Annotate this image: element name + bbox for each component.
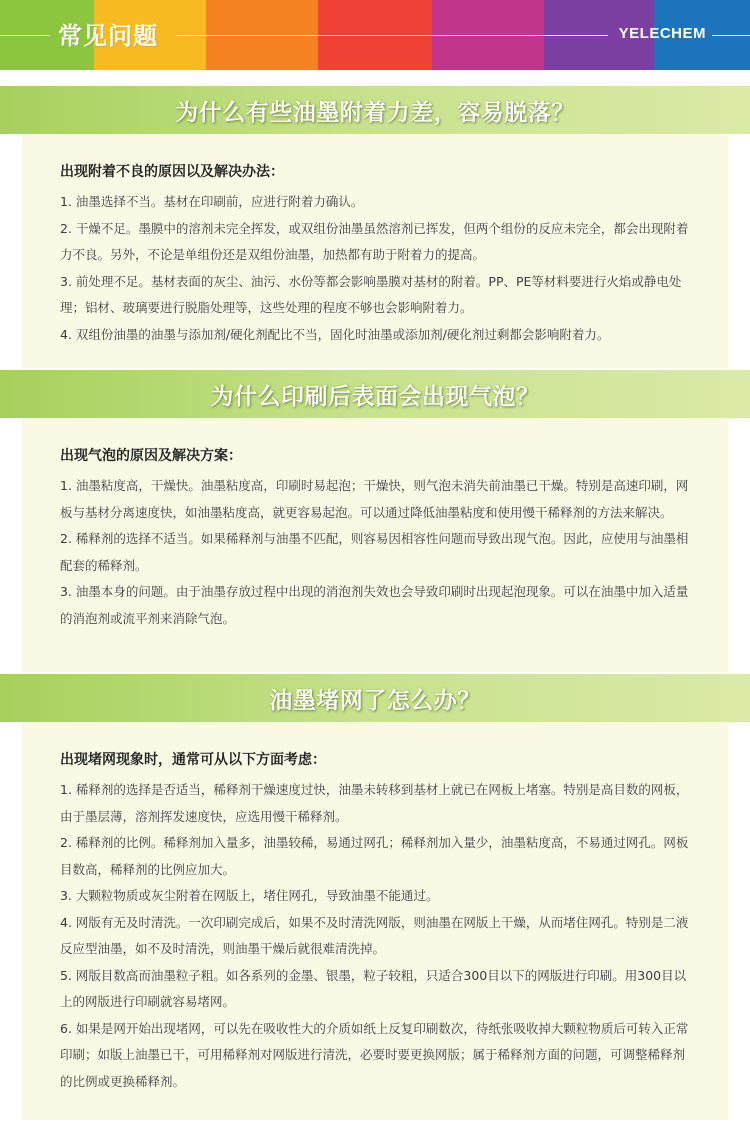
list-item: 2. 稀释剂的比例。稀释剂加入量多，油墨较稀，易通过网孔；稀释剂加入量少，油墨粘度高，不易通过网孔。网板目数高，稀释剂的比例应加大。	[60, 835, 689, 877]
header-divider-right	[712, 35, 750, 36]
header-divider-left	[0, 35, 50, 36]
brand-logo-text: YELECHEM	[618, 25, 706, 42]
section-content-clogging	[22, 722, 728, 1120]
content-heading: 出现附着不良的原因以及解决办法：	[60, 164, 284, 180]
list-item: 3. 油墨本身的问题。由于油墨存放过程中出现的消泡剂失效也会导致印刷时出现起泡现象。可以在油墨中加入适量的消泡剂或流平剂来消除气泡。	[60, 584, 689, 626]
list-item: 4. 双组份油墨的油墨与添加剂/硬化剂配比不当，固化时油墨或添加剂/硬化剂过剩都会影响附着力。	[60, 326, 610, 342]
list-item: 1. 油墨选择不当。基材在印刷前，应进行附着力确认。	[60, 194, 364, 209]
section-banner-bubbles	[0, 370, 750, 418]
section-content-adhesion	[22, 134, 728, 368]
list-item: 2. 稀释剂的选择不适当。如果稀释剂与油墨不匹配，则容易因相容性问题而导致出现气泡。因此，应使用与油墨相配套的稀释剂。	[60, 531, 689, 573]
list-item: 4. 网版有无及时清洗。一次印刷完成后，如果不及时清洗网版，则油墨在网版上干燥，从而堵住网孔。特别是二液反应型油墨，如不及时清洗，则油墨干燥后就很难清洗掉。	[60, 914, 689, 956]
header-divider-center	[176, 35, 608, 36]
section-banner-adhesion	[0, 86, 750, 134]
list-item: 6. 如果是网开始出现堵网，可以先在吸收性大的介质如纸上反复印刷数次，待纸张吸收掉大颗粒物质后可转入正常印刷；如版上油墨已干，可用稀释剂对网版进行清洗，必要时要更换网版；属于稀释剂方面的问题，可调整稀释剂的比例或更换稀释剂。	[60, 1020, 689, 1089]
page-title: 常见问题	[58, 22, 158, 50]
section-title: 为什么印刷后表面会出现气泡？	[210, 383, 540, 410]
section-content-bubbles	[22, 418, 728, 672]
list-item: 3. 大颗粒物质或灰尘附着在网版上，堵住网孔，导致油墨不能通过。	[60, 888, 439, 903]
section-banner-clogging	[0, 674, 750, 722]
section-title: 为什么有些油墨附着力差，容易脱落？	[175, 99, 575, 126]
list-item: 1. 油墨粘度高，干燥快。油墨粘度高，印刷时易起泡；干燥快，则气泡未消失前油墨已干燥。特别是高速印刷，网板与基材分离速度快，如油墨粘度高，就更容易起泡。可以通过降低油墨粘度和使用慢干稀释剂的方法来解决。	[60, 478, 689, 520]
list-item: 5. 网版目数高而油墨粒子粗。如各系列的金墨、银墨，粒子较粗，只适合300目以下的网版进行印刷。用300目以上的网版进行印刷就容易堵网。	[60, 967, 687, 1009]
list-item: 2. 干燥不足。墨膜中的溶剂未完全挥发，或双组份油墨虽然溶剂已挥发，但两个组份的反应未完全，都会出现附着力不良。另外，不论是单组份还是双组份油墨，加热都有助于附着力的提高。	[60, 220, 689, 262]
section-title: 油墨堵网了怎么办？	[269, 687, 481, 714]
list-item: 3. 前处理不足。基材表面的灰尘、油污、水份等都会影响墨膜对基材的附着。PP、PE等材料要进行火焰或静电处理；铝材、玻璃要进行脱脂处理等，这些处理的程度不够也会影响附着力。	[60, 273, 682, 315]
list-item: 1. 稀释剂的选择是否适当，稀释剂干燥速度过快，油墨未转移到基材上就已在网板上堵塞。特别是高目数的网板，由于墨层薄，溶剂挥发速度快，应选用慢干稀释剂。	[60, 782, 689, 824]
content-heading: 出现堵网现象时，通常可从以下方面考虑：	[60, 752, 326, 768]
content-heading: 出现气泡的原因及解决方案：	[60, 448, 242, 464]
